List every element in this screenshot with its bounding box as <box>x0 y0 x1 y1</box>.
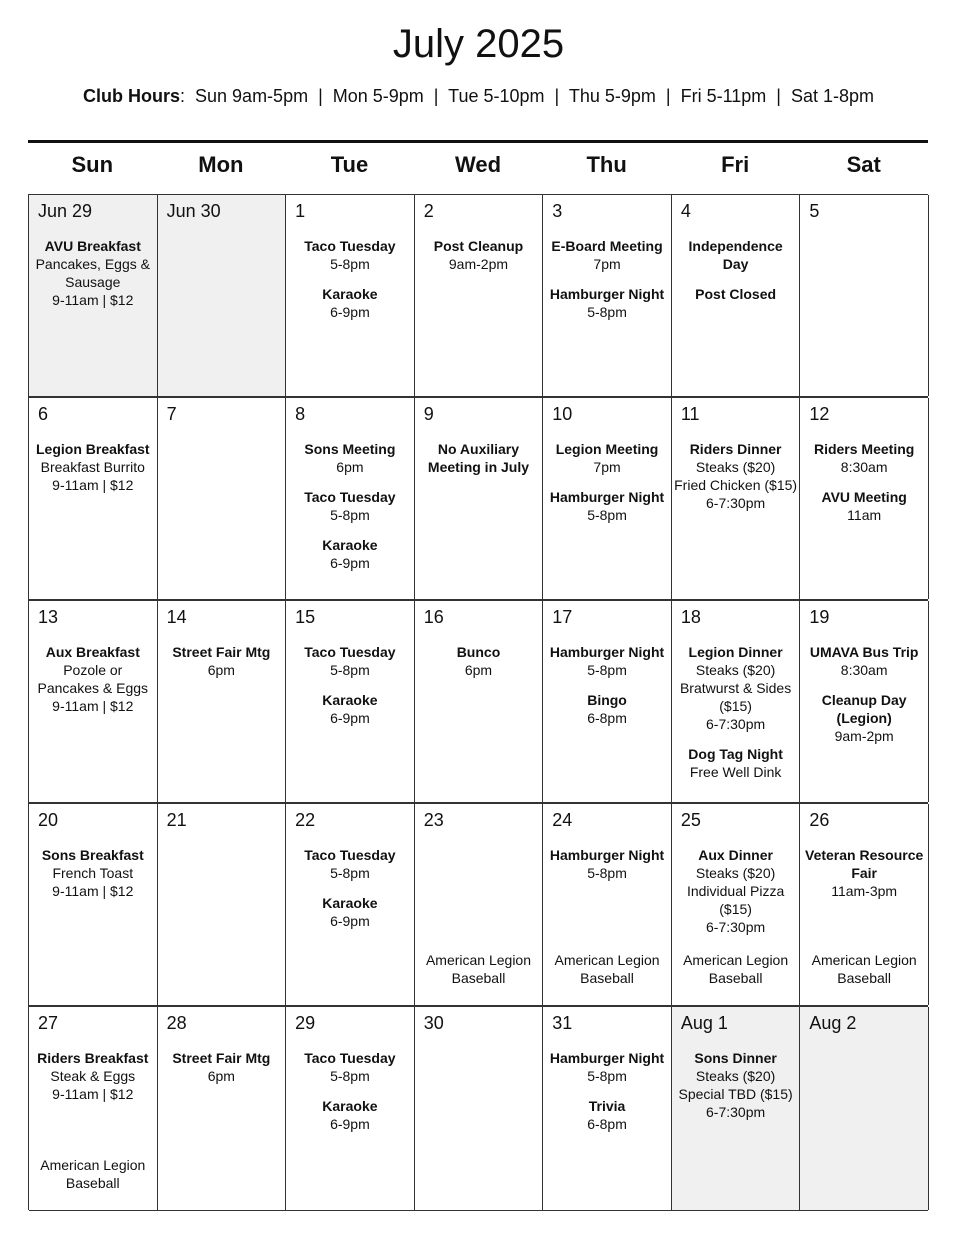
day-cell <box>672 195 801 396</box>
event-title: AVU Meeting <box>821 489 907 505</box>
day-cell <box>800 1007 929 1210</box>
event-detail: 6pm <box>464 662 493 678</box>
event-note: American Legion Baseball <box>554 952 660 986</box>
event-title: Riders Breakfast <box>37 1050 149 1066</box>
week-row <box>29 195 928 398</box>
event-item <box>545 1049 669 1085</box>
day-number: 21 <box>166 810 187 830</box>
event-title: Street Fair Mtg <box>172 1050 271 1066</box>
event-title: Karaoke <box>322 1098 378 1114</box>
event-item <box>288 691 412 727</box>
event-item <box>674 285 798 303</box>
event-note: American Legion Baseball <box>425 952 531 986</box>
week-row <box>29 804 928 1007</box>
event-detail: 11am-3pm <box>831 883 898 899</box>
day-number: 19 <box>809 607 830 627</box>
event-detail: 6-8pm <box>587 710 627 726</box>
event-title: Taco Tuesday <box>304 644 396 660</box>
event-item <box>417 237 541 273</box>
event-detail: Steak & Eggs <box>50 1068 136 1084</box>
event-item <box>417 440 541 476</box>
event-title: Cleanup Day (Legion) <box>821 692 907 726</box>
weekday-header-sat: Sat <box>846 152 881 177</box>
event-title: Dog Tag Night <box>688 746 783 762</box>
event-detail: 9-11am | $12 <box>52 477 134 493</box>
weekday-header-fri: Fri <box>721 152 750 177</box>
day-cell <box>800 804 929 1005</box>
event-item <box>31 237 155 309</box>
event-detail: Steaks ($20) <box>695 662 776 678</box>
event-detail: 5-8pm <box>330 256 370 272</box>
day-cell <box>415 804 544 1005</box>
event-list <box>802 643 926 757</box>
day-cell <box>415 398 544 599</box>
event-detail: Special TBD ($15) <box>678 1086 793 1102</box>
event-detail: 9-11am | $12 <box>52 698 134 714</box>
event-title: Hamburger Night <box>549 847 665 863</box>
event-list <box>417 643 541 691</box>
day-cell <box>415 601 544 802</box>
day-cell <box>29 804 158 1005</box>
event-item <box>288 440 412 476</box>
event-title: AVU Breakfast <box>44 238 141 254</box>
event-title: Karaoke <box>322 537 378 553</box>
event-detail: 11am <box>847 507 882 523</box>
day-cell <box>286 195 415 396</box>
day-number: 24 <box>552 810 573 830</box>
day-number: 25 <box>680 810 701 830</box>
event-item <box>288 846 412 882</box>
day-number: 14 <box>166 607 187 627</box>
day-cell <box>158 398 287 599</box>
event-list <box>288 440 412 584</box>
event-title: Legion Meeting <box>555 441 659 457</box>
page-title: July 2025 <box>392 22 565 66</box>
day-number: 4 <box>680 201 691 221</box>
event-title: Karaoke <box>322 895 378 911</box>
event-title: Taco Tuesday <box>304 847 396 863</box>
day-number: 13 <box>38 607 59 627</box>
day-cell <box>158 804 287 1005</box>
event-detail: 6-7:30pm <box>706 919 766 935</box>
event-item <box>288 1097 412 1133</box>
day-cell <box>543 804 672 1005</box>
club-hours-text: Sun 9am-5pm | Mon 5-9pm | Tue 5-10pm | Thu 5-9pm | Fri 5-11pm | Sat 1-8pm <box>195 86 874 106</box>
event-detail: 5-8pm <box>587 865 627 881</box>
event-detail: Steaks ($20) <box>695 459 776 475</box>
event-detail: ($15) <box>719 901 752 917</box>
event-item <box>31 1049 155 1103</box>
event-detail: 5-8pm <box>587 662 627 678</box>
event-title: Karaoke <box>322 286 378 302</box>
event-list <box>31 237 155 321</box>
event-list <box>674 440 798 524</box>
event-list <box>31 440 155 506</box>
event-detail: 6-9pm <box>330 913 370 929</box>
event-list <box>417 440 541 488</box>
day-number: 7 <box>166 404 177 424</box>
event-detail: 5-8pm <box>587 1068 627 1084</box>
event-list <box>31 1049 155 1115</box>
day-cell <box>543 1007 672 1210</box>
day-cell <box>286 1007 415 1210</box>
event-list <box>288 846 412 942</box>
day-cell <box>158 195 287 396</box>
event-item <box>545 691 669 727</box>
event-detail: 7pm <box>593 459 621 475</box>
event-detail: Individual Pizza <box>686 883 785 899</box>
day-number: Aug 2 <box>809 1013 857 1033</box>
day-number: Aug 1 <box>680 1013 728 1033</box>
event-list <box>545 440 669 536</box>
event-detail: 8:30am <box>840 662 888 678</box>
event-list <box>674 1049 798 1133</box>
weekday-header-thu: Thu <box>586 152 627 177</box>
event-detail: Pancakes & Eggs <box>37 680 149 696</box>
event-item <box>802 691 926 745</box>
event-detail: 6pm <box>207 662 235 678</box>
event-title: Sons Breakfast <box>41 847 144 863</box>
weekday-header-sun: Sun <box>71 152 114 177</box>
day-cell <box>286 804 415 1005</box>
day-cell <box>672 398 801 599</box>
event-item <box>288 536 412 572</box>
event-detail: Bratwurst & Sides <box>679 680 792 696</box>
event-item <box>545 440 669 476</box>
event-item <box>288 488 412 524</box>
day-cell <box>29 601 158 802</box>
day-cell <box>543 601 672 802</box>
club-hours-colon: : <box>180 86 196 106</box>
event-item <box>288 643 412 679</box>
event-item <box>802 488 926 524</box>
event-detail: 5-8pm <box>587 304 627 320</box>
day-cell <box>543 398 672 599</box>
event-item <box>288 237 412 273</box>
event-list <box>288 1049 412 1145</box>
day-cell <box>800 398 929 599</box>
event-detail: 6-9pm <box>330 710 370 726</box>
event-item <box>31 643 155 715</box>
event-detail: Steaks ($20) <box>695 865 776 881</box>
event-title: Sons Meeting <box>304 441 396 457</box>
day-number: 8 <box>295 404 306 424</box>
event-detail: 6pm <box>336 459 364 475</box>
event-detail: 5-8pm <box>587 507 627 523</box>
event-item <box>674 745 798 781</box>
event-title: Veteran Resource Fair <box>805 847 924 881</box>
event-title: Hamburger Night <box>549 489 665 505</box>
event-item <box>545 285 669 321</box>
event-detail: Pancakes, Eggs & <box>35 256 150 272</box>
event-title: Karaoke <box>322 692 378 708</box>
event-detail: 6-7:30pm <box>706 1104 766 1120</box>
day-cell <box>29 1007 158 1210</box>
week-row <box>29 601 928 804</box>
event-item <box>545 237 669 273</box>
day-number: 15 <box>295 607 316 627</box>
event-title: Trivia <box>588 1098 626 1114</box>
event-list <box>288 237 412 333</box>
event-title: Riders Dinner <box>689 441 782 457</box>
event-detail: ($15) <box>719 698 752 714</box>
event-title: Hamburger Night <box>549 286 665 302</box>
event-item <box>31 440 155 494</box>
day-number: 2 <box>423 201 434 221</box>
event-list <box>545 846 669 894</box>
event-list <box>288 643 412 739</box>
day-number: 28 <box>166 1013 187 1033</box>
event-detail: 6-7:30pm <box>706 716 766 732</box>
weekday-header-wed: Wed <box>455 152 502 177</box>
event-detail: 6-8pm <box>587 1116 627 1132</box>
day-cell <box>800 601 929 802</box>
event-list <box>160 1049 284 1097</box>
day-cell <box>800 195 929 396</box>
week-row <box>29 1007 928 1211</box>
event-detail: French Toast <box>52 865 134 881</box>
event-title: Post Cleanup <box>433 238 524 254</box>
event-detail: 7pm <box>593 256 621 272</box>
event-item <box>802 846 926 900</box>
event-list <box>545 643 669 739</box>
day-cell <box>158 601 287 802</box>
event-detail: 5-8pm <box>330 865 370 881</box>
event-item <box>545 1097 669 1133</box>
event-title: Bunco <box>456 644 501 660</box>
event-list <box>802 440 926 536</box>
day-number: Jun 29 <box>38 201 93 221</box>
day-number: 30 <box>423 1013 444 1033</box>
event-list <box>31 846 155 912</box>
day-number: 17 <box>552 607 573 627</box>
event-item <box>545 488 669 524</box>
event-list <box>417 237 541 285</box>
event-item <box>802 643 926 679</box>
event-detail: Sausage <box>65 274 121 290</box>
event-detail: 8:30am <box>840 459 888 475</box>
day-number: 5 <box>809 201 820 221</box>
event-title: Bingo <box>587 692 627 708</box>
event-item <box>674 1049 798 1121</box>
event-list <box>802 846 926 912</box>
event-title: Post Closed <box>695 286 777 302</box>
day-number: Jun 30 <box>166 201 221 221</box>
club-hours-label: Club Hours <box>83 86 180 106</box>
event-detail: Steaks ($20) <box>695 1068 776 1084</box>
event-list <box>160 643 284 691</box>
event-item <box>674 643 798 733</box>
day-number: 29 <box>295 1013 316 1033</box>
day-cell <box>672 1007 801 1210</box>
event-item <box>674 440 798 512</box>
day-number: 1 <box>295 201 306 221</box>
day-cell <box>286 601 415 802</box>
event-title: Legion Dinner <box>688 644 783 660</box>
event-title: Hamburger Night <box>549 1050 665 1066</box>
calendar-grid <box>28 194 928 1210</box>
weekday-header-tue: Tue <box>330 152 369 177</box>
day-number: 31 <box>552 1013 573 1033</box>
event-detail: 9-11am | $12 <box>52 1086 134 1102</box>
event-list <box>545 1049 669 1145</box>
event-detail: 6-7:30pm <box>706 495 766 511</box>
header-divider <box>28 140 928 143</box>
event-title: Taco Tuesday <box>304 1050 396 1066</box>
day-cell <box>672 804 801 1005</box>
week-row <box>29 398 928 601</box>
weekday-header-mon: Mon <box>198 152 244 177</box>
day-cell <box>415 195 544 396</box>
event-item <box>674 846 798 936</box>
event-item <box>288 894 412 930</box>
event-title: Sons Dinner <box>694 1050 777 1066</box>
event-detail: 6-9pm <box>330 555 370 571</box>
day-number: 22 <box>295 810 316 830</box>
event-title: Street Fair Mtg <box>172 644 271 660</box>
event-detail: 6-9pm <box>330 1116 370 1132</box>
event-detail: Free Well Dink <box>689 764 782 780</box>
event-detail: 5-8pm <box>330 1068 370 1084</box>
event-item <box>545 643 669 679</box>
event-item <box>31 846 155 900</box>
event-title: Taco Tuesday <box>304 489 396 505</box>
event-item <box>288 285 412 321</box>
event-detail: 6pm <box>207 1068 235 1084</box>
event-note: American Legion Baseball <box>40 1157 146 1191</box>
day-cell <box>543 195 672 396</box>
event-item <box>160 1049 284 1085</box>
event-note: American Legion Baseball <box>683 952 789 986</box>
event-detail: 6-9pm <box>330 304 370 320</box>
event-list <box>545 237 669 333</box>
event-list <box>674 643 798 793</box>
day-cell <box>29 398 158 599</box>
event-detail: Breakfast Burrito <box>40 459 145 475</box>
day-number: 10 <box>552 404 573 424</box>
day-number: 20 <box>38 810 59 830</box>
event-item <box>160 643 284 679</box>
day-number: 9 <box>423 404 434 424</box>
event-item <box>417 643 541 679</box>
day-number: 6 <box>38 404 49 424</box>
day-number: 16 <box>423 607 444 627</box>
day-number: 23 <box>423 810 444 830</box>
day-number: 27 <box>38 1013 59 1033</box>
day-number: 3 <box>552 201 563 221</box>
day-cell <box>158 1007 287 1210</box>
event-title: Aux Breakfast <box>45 644 140 660</box>
event-title: Legion Breakfast <box>35 441 150 457</box>
event-item <box>545 846 669 882</box>
event-detail: 9am-2pm <box>834 728 894 744</box>
day-number: 18 <box>680 607 701 627</box>
event-list <box>31 643 155 727</box>
event-list <box>674 237 798 315</box>
event-list <box>674 846 798 948</box>
day-number: 11 <box>680 404 700 424</box>
event-detail: Pozole or <box>63 662 123 678</box>
event-item <box>674 237 798 273</box>
club-hours <box>0 86 957 107</box>
event-title: Aux Dinner <box>698 847 773 863</box>
event-title: Taco Tuesday <box>304 238 396 254</box>
event-detail: Fried Chicken ($15) <box>674 477 798 493</box>
event-detail: 5-8pm <box>330 662 370 678</box>
day-cell <box>672 601 801 802</box>
event-detail: 9am-2pm <box>448 256 509 272</box>
event-item <box>288 1049 412 1085</box>
event-detail: 5-8pm <box>330 507 370 523</box>
day-cell <box>29 195 158 396</box>
event-title: UMAVA Bus Trip <box>809 644 919 660</box>
event-title: E-Board Meeting <box>551 238 663 254</box>
weekday-header-row <box>28 152 928 184</box>
day-cell <box>415 1007 544 1210</box>
day-number: 26 <box>809 810 830 830</box>
day-number: 12 <box>809 404 830 424</box>
day-cell <box>286 398 415 599</box>
event-title: No Auxiliary Meeting in July <box>427 441 530 475</box>
event-title: Riders Meeting <box>813 441 915 457</box>
event-title: Independence Day <box>688 238 783 272</box>
event-detail: 9-11am | $12 <box>52 292 134 308</box>
event-title: Hamburger Night <box>549 644 665 660</box>
event-item <box>802 440 926 476</box>
event-note: American Legion Baseball <box>811 952 917 986</box>
event-detail: 9-11am | $12 <box>52 883 134 899</box>
